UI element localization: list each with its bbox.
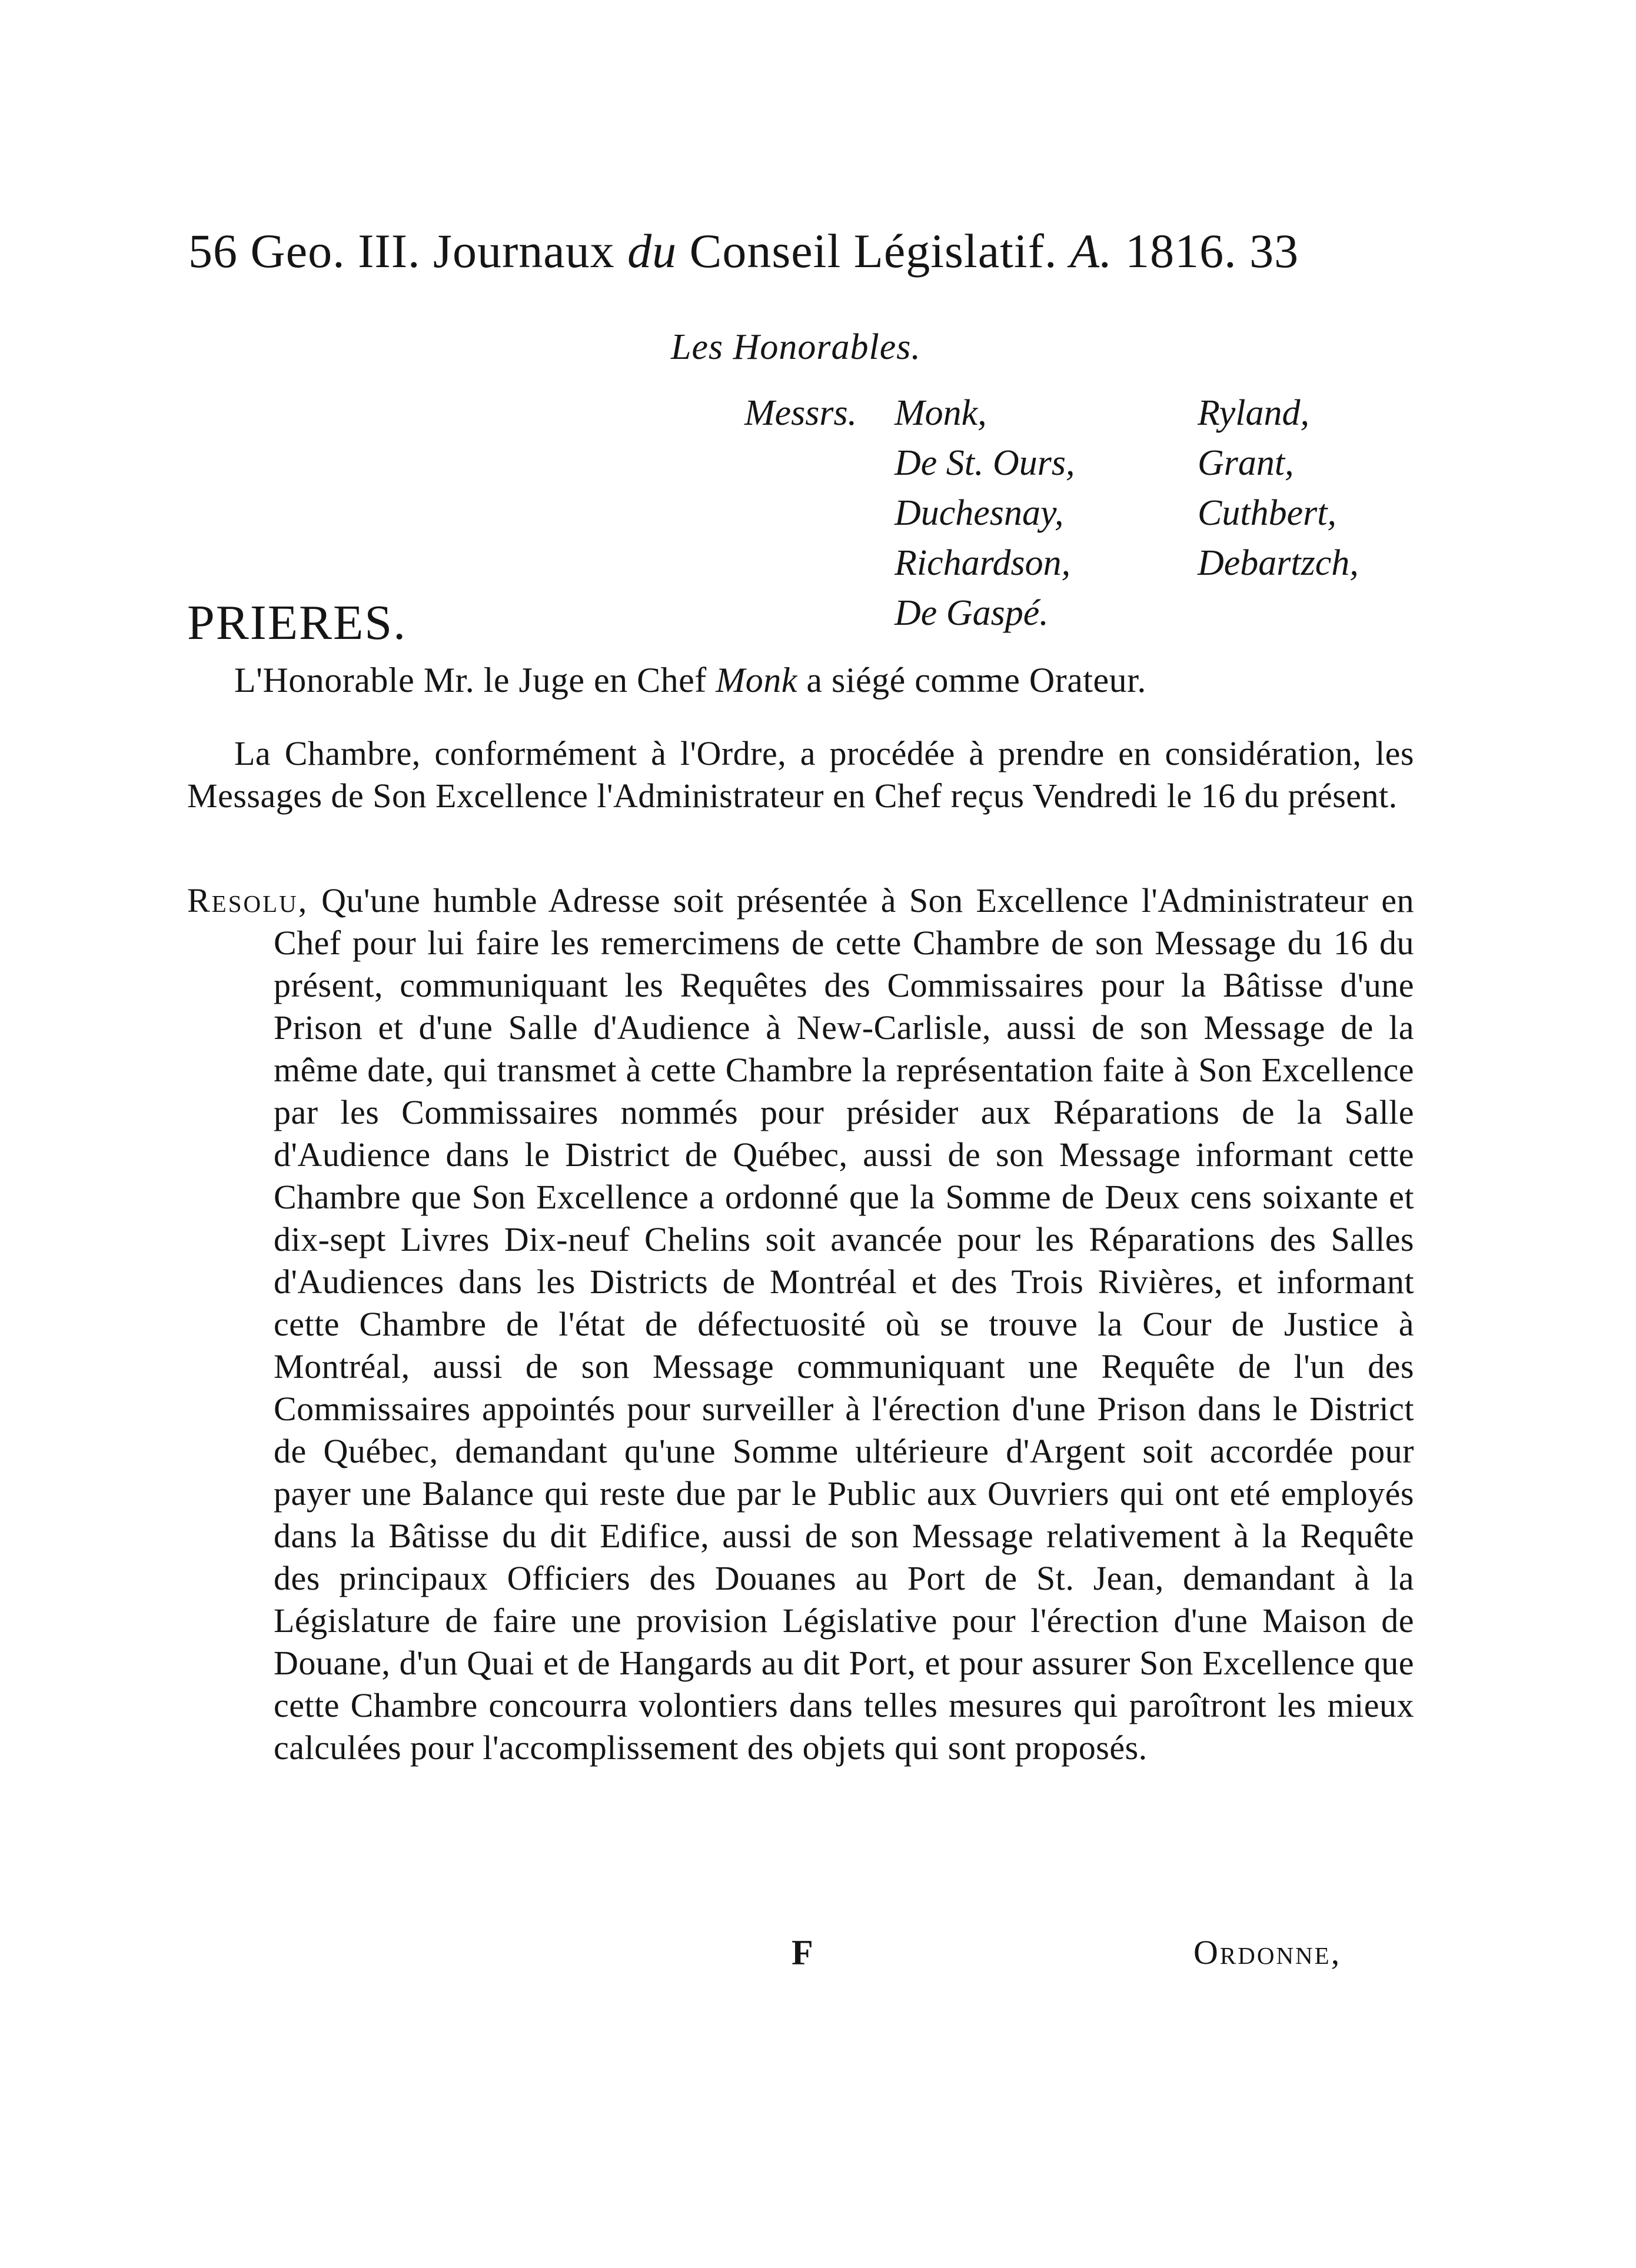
running-head [188,224,1412,279]
member-name: Ryland, [1198,393,1309,433]
journal-title-b: Conseil Législatif. [689,224,1058,278]
member-name: Richardson, [895,543,1071,583]
speaker-name: Monk [716,661,797,700]
members-prefix: Messrs. [744,393,857,433]
regnal-year: 56 Geo. III. [188,224,421,278]
catchword: Ordonne, [1193,1933,1342,1971]
anno-mark: A. [1069,224,1113,278]
section-title: PRIERES. [187,595,407,650]
resolution-text: Qu'une humble Adresse soit présentée à Son Excellence l'Administrateur en Chef pour lui faire les remercimens de cette Chambre de son Message du 16 du présent, communiquant les Requêtes des Commissaires pour la Bâtisse d'une Prison et d'une Salle d'Audience à New-Carlisle, aussi de son Message de la même date, qui transmet à cette Chambre la représentation faite à Son Excellence par les Commissaires nommés pour présider aux Réparations de la Salle d'Audience dans le District de Québec, aussi de son Message informant cette Chambre que Son Excellence a ordonné que la Somme de Deux cens soixante et dix-sept Livres Dix-neuf Chelins soit avancée pour les Réparations des Salles d'Audiences dans les Districts de Montréal et des Trois Rivières, et informant cette Chambre de l'état de défectuosité où se trouve la Cour de Justice à Montréal, aussi de son Message communiquant une Requête de l'un des Commissaires appointés pour surveiller à l'érection d'une Prison dans le District de Québec, demandant qu'une Somme ultérieure d'Argent soit accordée pour payer une Balance qui reste due par le Public aux Ouvriers qui ont eté employés dans la Bâtisse du dit Edifice, aussi de son Message relativement à la Requête des principaux Officiers des Douanes au Port de St. Jean, demandant à la Législature de faire une provision Législative pour l'érection d'une Maison de Douane, d'un Quai et de Hangards au dit Port, et pour assurer Son Excellence que cette Chambre concourra volontiers dans telles mesures qui paroîtront les mieux calculées pour l'accomplissement des objets qui sont proposés. [274,881,1414,1767]
journal-title-a: Journaux [433,224,615,278]
member-name: Cuthbert, [1198,493,1336,533]
signature-mark: F [792,1933,813,1972]
member-name: Debartzch, [1198,543,1359,583]
member-name: Monk, [895,393,987,433]
speaker-text-before: L'Honorable Mr. le Juge en Chef [234,661,707,700]
journal-title-du: du [627,224,677,278]
member-name: De Gaspé. [895,593,1049,633]
year: 1816. [1125,224,1237,278]
speaker-text-after: a siégé comme Orateur. [806,661,1146,700]
resolution-paragraph [187,880,1414,1769]
members-column-1 [895,388,1075,638]
resolution-lead: Resolu, [187,881,309,920]
member-name: De St. Ours, [895,443,1075,483]
page-number: 33 [1249,224,1299,278]
member-name: Grant, [1198,443,1294,483]
house-proceeding-paragraph: La Chambre, conformément à l'Ordre, a procédée à prendre en considération, les Messages de Son Excellence l'Administrateur en Chef reçus Vendredi le 16 du présent. [187,734,1414,815]
member-name: Duchesnay, [895,493,1064,533]
members-column-2 [1198,388,1359,588]
speaker-paragraph [187,659,1414,701]
members-present-heading: Les Honorables. [671,327,921,367]
